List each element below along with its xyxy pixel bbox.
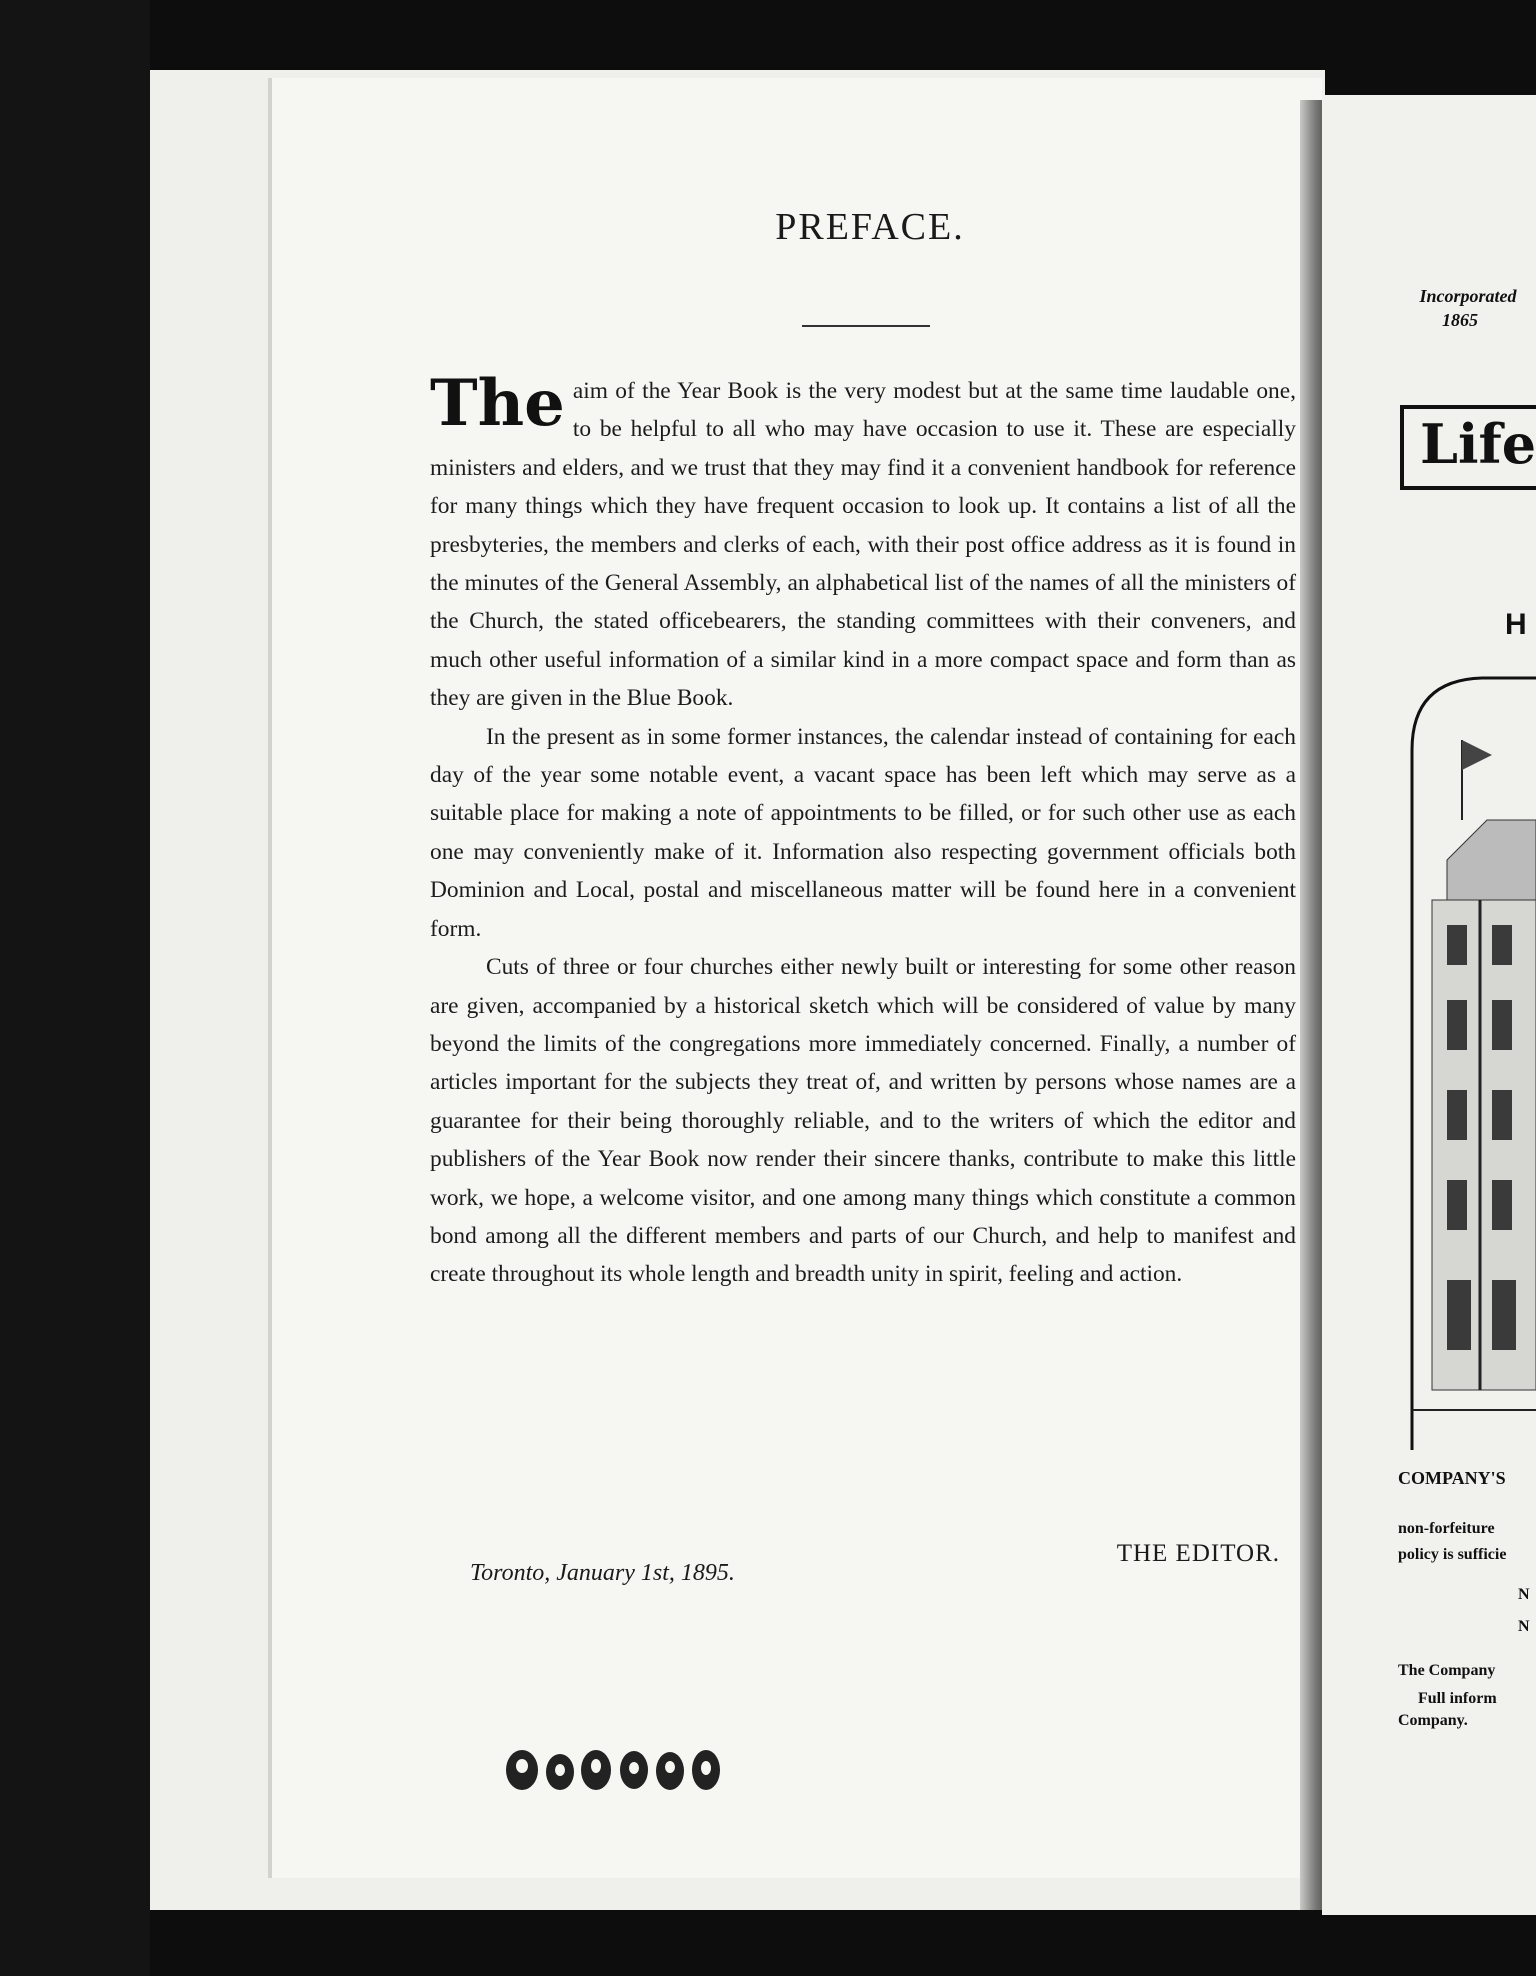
preface-paragraph-3: Cuts of three or four churches either newly built or interesting for some other reason are given, accompanied by a historical sketch which will be considered of value by many beyond the limits of the congregations more immediately concerned. Finally, a number of articles important for the subjects they treat of, and written by persons whose names are a guarantee for their being thoroughly reliable, and to the writers of which the editor and publishers of the Year Book now render their sincere thanks, contribute to make this little work, we hope, a welcome visitor, and one among many things which constitute a common bond among all the different members and parts of our Church, and help to manifest and create throughout its whole length and breadth unity in spirit, feeling and action. [430, 954, 1296, 1288]
page-title: PREFACE. [775, 206, 965, 248]
right-page-line-1: non-forfeiture [1398, 1520, 1495, 1537]
right-page-incorporated: Incorporated [1419, 286, 1517, 306]
right-page-line-2: policy is sufficie [1398, 1546, 1507, 1563]
right-page-year: 1865 [1442, 310, 1478, 330]
building-engraving [1402, 670, 1536, 1450]
scan-backdrop [0, 0, 150, 1976]
drop-cap: The [430, 366, 565, 441]
right-page-line-5: The Company [1398, 1662, 1496, 1679]
right-page-line-4: N [1518, 1618, 1530, 1635]
right-page-line-3: N [1518, 1586, 1530, 1603]
right-page-heading-fragment: H [1505, 608, 1527, 641]
dateline: Toronto, January 1st, 1895. [470, 1560, 735, 1586]
title-rule [802, 325, 930, 327]
right-page-line-7: Company. [1398, 1712, 1468, 1729]
preface-paragraph-1 [430, 366, 1296, 718]
ink-stamp-mark [500, 1740, 740, 1800]
preface-paragraph-2: In the present as in some former instances, the calendar instead of containing for each day of the year some notable event, a vacant space has been left which may serve as a suitable place for making a note of appointments to be filled, or for such other use as each one may conveniently make of it. Information also respecting government officials both Dominion and Local, postal and miscellaneous matter will be found here in a convenient form. [430, 723, 1296, 942]
preface-body [430, 366, 1296, 1294]
right-page-banner: Life [1420, 412, 1536, 476]
right-page-line-6: Full inform [1418, 1690, 1497, 1707]
paragraph-1-text: aim of the Year Book is the very modest but at the same time laudable one, to be helpful to all who may have occasion to use it. These are especially ministers and elders, and we trust that they may find it a convenient handbook for reference for many things which they have frequent occasion to look up. It contains a list of all the presbyteries, the members and clerks of each, with their post office address as it is found in the minutes of the General Assembly, an alphabetical list of the names of all the ministers of the Church, the stated officebearers, the standing committees with their conveners, and much other useful information of a similar kind in a more compact space and form than as they are given in the Blue Book. [430, 378, 1296, 712]
right-page-caption: COMPANY'S [1398, 1468, 1506, 1488]
editor-signature: THE EDITOR. [1116, 1540, 1280, 1567]
